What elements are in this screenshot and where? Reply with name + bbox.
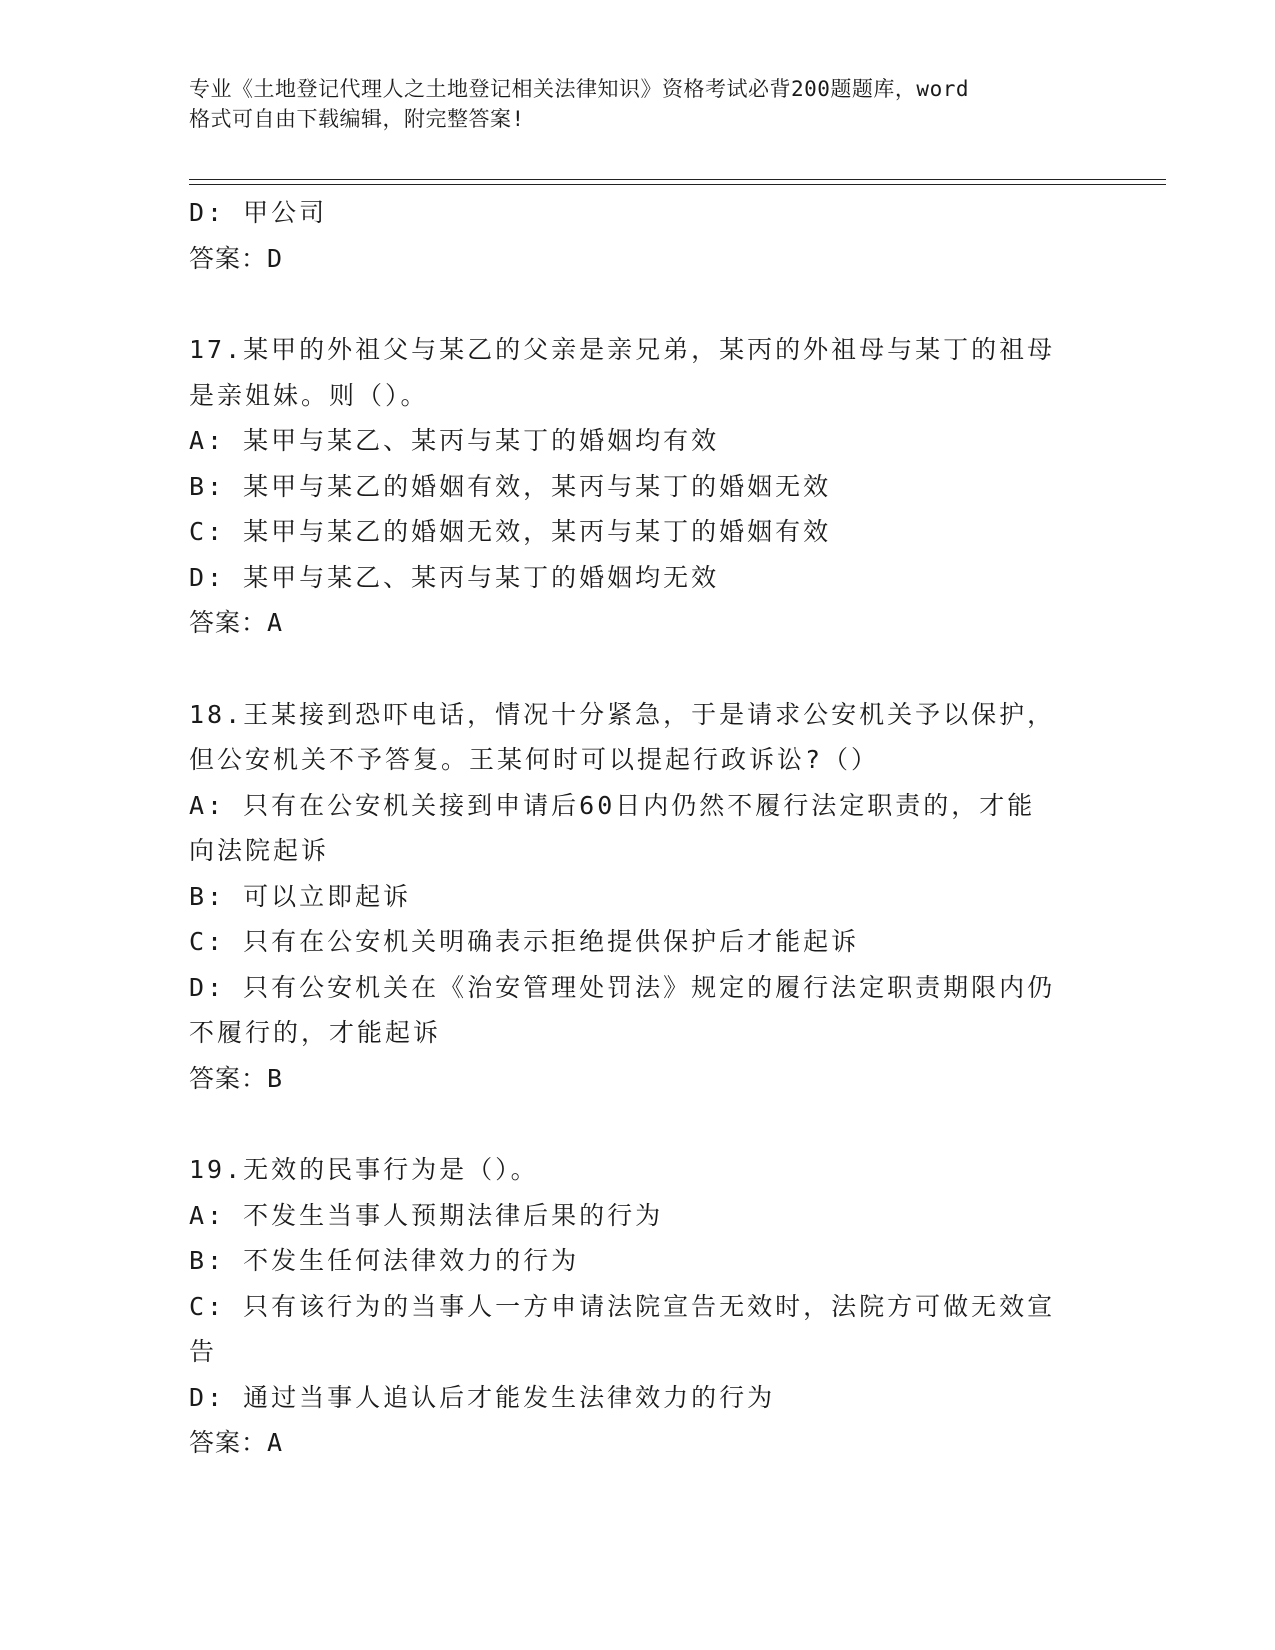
spacer [189,1101,1089,1147]
option-a: A: 不发生当事人预期法律后果的行为 [189,1200,664,1230]
question-19 [189,1147,1089,1466]
answer: 答案：D [189,243,284,273]
option-a: A: 某甲与某乙、某丙与某丁的婚姻均有效 [189,426,720,455]
question-content [189,190,1089,1466]
question-stem: 17.某甲的外祖父与某乙的父亲是亲兄弟，某丙的外祖母与某丁的祖母 [189,335,1056,364]
header-line-1: 专业《土地登记代理人之土地登记相关法律知识》资格考试必背200题题库，word [189,77,969,101]
header-line-2: 格式可自由下载编辑，附完整答案! [189,107,525,131]
option-a-continued: 向法院起诉 [189,836,330,865]
answer: 答案：A [189,608,284,637]
question-17 [189,327,1089,646]
spacer [189,646,1089,692]
header-rule-top [189,179,1166,180]
answer: 答案：B [189,1063,284,1093]
question-stem: 18.王某接到恐吓电话，情况十分紧急，于是请求公安机关予以保护， [189,699,1056,729]
header-rule-bottom [189,184,1166,185]
option-b: B: 可以立即起诉 [189,881,412,911]
option-d: D: 甲公司 [189,198,328,227]
option-c: C: 只有该行为的当事人一方申请法院宣告无效时，法院方可做无效宣 [189,1291,1056,1321]
spacer [189,281,1089,327]
question-stem: 但公安机关不予答复。王某何时可以提起行政诉讼?（） [189,745,880,774]
question-stem: 19.无效的民事行为是（）。 [189,1155,539,1184]
question-18 [189,692,1089,1102]
option-b: B: 不发生任何法律效力的行为 [189,1246,580,1275]
previous-question-tail [189,190,1089,281]
option-b: B: 某甲与某乙的婚姻有效，某丙与某丁的婚姻无效 [189,471,832,501]
option-d: D: 某甲与某乙、某丙与某丁的婚姻均无效 [189,562,720,592]
answer: 答案：A [189,1428,284,1457]
option-d: D: 通过当事人追认后才能发生法律效力的行为 [189,1382,776,1412]
option-c-continued: 告 [189,1337,218,1366]
option-d-continued: 不履行的，才能起诉 [189,1018,442,1047]
option-d: D: 只有公安机关在《治安管理处罚法》规定的履行法定职责期限内仍 [189,972,1056,1002]
option-a: A: 只有在公安机关接到申请后60日内仍然不履行法定职责的，才能 [189,790,1036,820]
option-c: C: 某甲与某乙的婚姻无效，某丙与某丁的婚姻有效 [189,517,832,546]
page-header [189,74,1089,134]
option-c: C: 只有在公安机关明确表示拒绝提供保护后才能起诉 [189,927,860,956]
question-stem: 是亲姐妹。则（）。 [189,380,429,410]
